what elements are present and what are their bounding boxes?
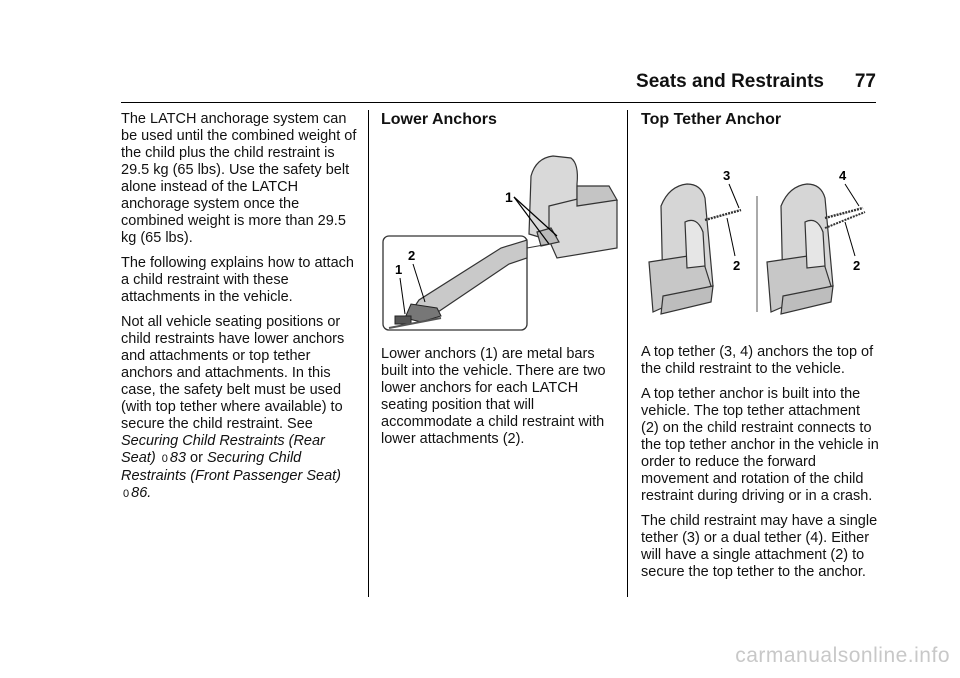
dual-tether-strap xyxy=(825,208,863,218)
top-tether-paragraph-3: The child restraint may have a single tether (3) or a dual tether (4). Either will have a single attachment (2) to secure the top tether to the anchor. xyxy=(641,513,878,580)
callout-label-1: 1 xyxy=(505,189,513,205)
ref-rear-seat-link[interactable]: Securing Child Restraints (Rear Seat) xyxy=(121,433,325,466)
latch-weight-paragraph: The LATCH anchorage system can be used until the combined weight of the child plus the child restraint is 29.5 kg (65 lbs). Use the safety belt alone instead of the LATCH anchorage system once the combined weight is more than 29.5 kg (65 lbs). xyxy=(121,111,357,246)
single-attachment-leader-line xyxy=(727,218,735,256)
header-rule xyxy=(121,102,876,103)
single-tether-label-3: 3 xyxy=(723,168,731,183)
watermark-text: carmanualsonline.info xyxy=(735,644,950,667)
seating-positions-paragraph xyxy=(121,314,361,503)
page-number: 77 xyxy=(854,71,876,92)
page-ref-icon: 0 xyxy=(161,453,168,465)
lower-anchors-heading: Lower Anchors xyxy=(381,111,497,128)
or-word: or xyxy=(190,450,203,466)
ref-front-seat-link[interactable]: Securing Child Restraints (Front Passenger Seat) xyxy=(121,450,342,484)
column-1 xyxy=(121,111,361,511)
single-tether-seat-illustration xyxy=(649,184,713,314)
section-title: Seats and Restraints xyxy=(636,71,824,92)
top-tether-heading: Top Tether Anchor xyxy=(641,111,782,128)
lower-anchors-figure xyxy=(381,136,621,332)
seating-positions-text: Not all vehicle seating positions or child restraints have lower anchors and attachments or top tether anchors and attachments. In this case, the safety belt must be used (with top tether where available) to secure the child restraint. See xyxy=(121,314,345,432)
dual-tether-strap xyxy=(825,212,865,228)
dual-attachment-leader-line xyxy=(845,222,855,256)
page-ref-icon: 0 xyxy=(123,488,130,500)
lower-anchors-paragraph: Lower anchors (1) are metal bars built into the vehicle. There are two lower anchors for each LATCH seating position that will accommodate a child restraint with lower attachments (2). xyxy=(381,346,606,447)
single-tether-leader-line xyxy=(729,184,739,208)
dual-tether-seat-illustration xyxy=(767,184,833,314)
dual-attachment-label-2: 2 xyxy=(853,258,861,273)
single-tether-strap xyxy=(705,210,741,220)
ref-front-seat-page[interactable]: 86. xyxy=(131,485,152,501)
ref-rear-seat-page[interactable]: 83 xyxy=(169,450,186,466)
top-tether-paragraph-2: A top tether anchor is built into the vehicle. The top tether attachment (2) on the child restraint connects to the top tether anchor in the vehicle in order to reduce the forward movement and rotation of the child restraint during driving or in a crash. xyxy=(641,386,879,504)
column-2 xyxy=(381,111,621,456)
top-tether-figure xyxy=(641,136,881,336)
inset-connector-line xyxy=(527,244,549,248)
child-seat-illustration xyxy=(529,156,617,258)
dual-tether-leader-line xyxy=(845,184,859,206)
column-3 xyxy=(641,111,881,589)
top-tether-paragraph-1: A top tether (3, 4) anchors the top of the child restraint to the vehicle. xyxy=(641,344,874,377)
attach-explain-paragraph: The following explains how to attach a child restraint with these attachments in the vehicle. xyxy=(121,255,354,305)
column-divider-right xyxy=(627,110,628,597)
dual-tether-label-4: 4 xyxy=(839,168,847,183)
column-divider-left xyxy=(368,110,369,597)
inset-label-2: 2 xyxy=(408,248,416,263)
single-attachment-label-2: 2 xyxy=(733,258,741,273)
inset-label-1: 1 xyxy=(395,262,403,277)
